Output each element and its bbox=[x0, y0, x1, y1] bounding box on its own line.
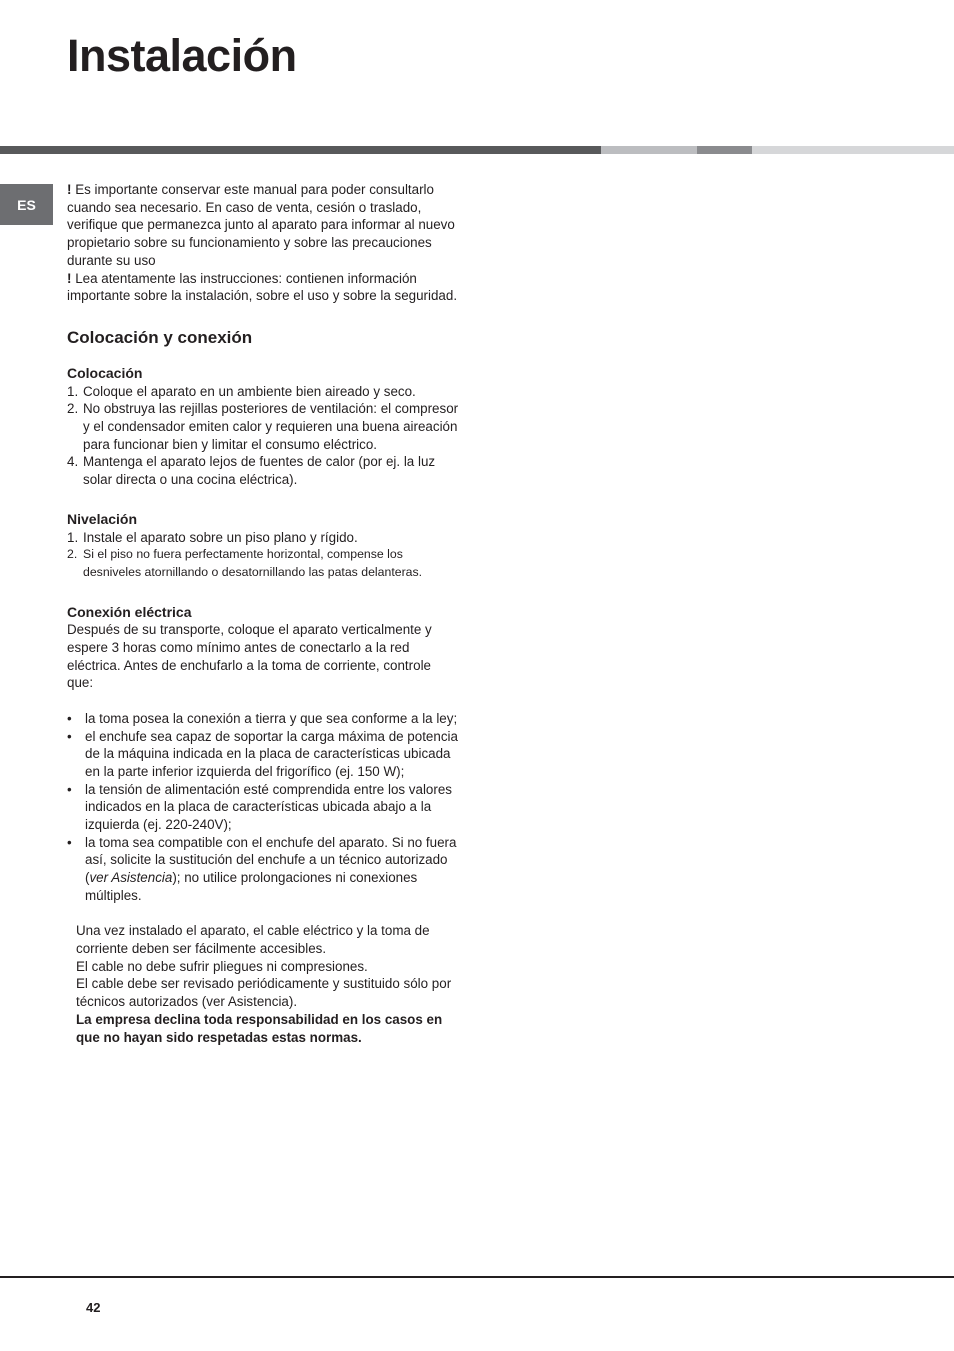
warning-mark: ! bbox=[67, 270, 72, 286]
leveling-title: Nivelación bbox=[67, 510, 138, 527]
header-rule-pale bbox=[752, 146, 954, 154]
bullet-icon: • bbox=[67, 728, 72, 744]
page-number: 42 bbox=[86, 1300, 101, 1315]
leveling-section bbox=[67, 511, 459, 582]
note-no-bends: El cable no debe sufrir pliegues ni compresiones. bbox=[76, 958, 368, 974]
list-item: 2. Si el piso no fuera perfectamente horizontal, compense los desniveles atornillando o desatornillando las patas delanteras. bbox=[67, 547, 423, 579]
electrical-checklist bbox=[67, 710, 459, 905]
note-inspection: El cable debe ser revisado periódicamente y sustituido sólo por técnicos autorizados (ver Asistencia). bbox=[76, 976, 452, 1010]
electrical-title: Conexión eléctrica bbox=[67, 603, 192, 620]
placement-list bbox=[67, 383, 459, 489]
list-item: 1. Coloque el aparato en un ambiente bien aireado y seco. bbox=[67, 383, 416, 399]
electrical-section bbox=[67, 604, 459, 1047]
disclaimer: La empresa declina toda responsabilidad en los casos en que no hayan sido respetadas estas normas. bbox=[76, 1011, 443, 1045]
list-item: • la tensión de alimentación esté comprendida entre los valores indicados en la placa de características ubicada abajo a la izquierda (ej. 220-240V); bbox=[67, 781, 452, 833]
language-tab: ES bbox=[0, 184, 53, 225]
page-title: Instalación bbox=[67, 30, 297, 81]
header-rule-dark bbox=[0, 146, 601, 154]
header-rule-light bbox=[601, 146, 697, 154]
list-item: • la toma sea compatible con el enchufe del aparato. Si no fuera así, solicite la sustitución del enchufe a un técnico autorizado (ver Asistencia); no utilice prolongaciones ni conexiones múltiples. bbox=[67, 834, 457, 903]
list-item: • la toma posea la conexión a tierra y que sea conforme a la ley; bbox=[67, 710, 458, 726]
main-content bbox=[67, 181, 459, 1046]
intro-paragraph-1: ! Es importante conservar este manual para poder consultarlo cuando sea necesario. En caso de venta, cesión o traslado, verifique que permanezca junto al aparato para informar al nuevo propietario sobre su funcionamiento y sobre las precauciones durante su uso bbox=[67, 182, 455, 268]
warning-mark: ! bbox=[67, 182, 72, 197]
placement-title: Colocación bbox=[67, 364, 143, 381]
footer-rule bbox=[0, 1276, 954, 1278]
header-rule-mid bbox=[697, 146, 752, 154]
bullet-icon: • bbox=[67, 834, 72, 850]
placement-section bbox=[67, 365, 459, 489]
list-item: 4. Mantenga el aparato lejos de fuentes de calor (por ej. la luz solar directa o una cocina eléctrica). bbox=[67, 454, 436, 488]
leveling-list bbox=[67, 529, 459, 582]
bullet-icon: • bbox=[67, 781, 72, 797]
note-accessible: Una vez instalado el aparato, el cable eléctrico y la toma de corriente deben ser fácilmente accesibles. bbox=[76, 923, 430, 956]
list-item: 1. Instale el aparato sobre un piso plano y rígido. bbox=[67, 529, 358, 545]
electrical-intro: Después de su transporte, coloque el aparato verticalmente y espere 3 horas como mínimo antes de conectarlo a la red eléctrica. Antes de enchufarlo a la toma de corriente, controle que: bbox=[67, 622, 432, 691]
list-item: 2. No obstruya las rejillas posteriores de ventilación: el compresor y el condensador emiten calor y requieren una buena aireación para funcionar bien y limitar el consumo eléctrico. bbox=[67, 401, 459, 452]
intro-paragraph-2: ! Lea atentamente las instrucciones: contienen información importante sobre la instalación, sobre el uso y sobre la seguridad. bbox=[67, 270, 458, 304]
bullet-icon: • bbox=[67, 710, 72, 726]
list-item: • el enchufe sea capaz de soportar la carga máxima de potencia de la máquina indicada en la placa de características ubicada en la parte inferior izquierda del frigorífico (ej. 150 W); bbox=[67, 728, 458, 779]
section-heading: Colocación y conexión bbox=[67, 327, 253, 347]
